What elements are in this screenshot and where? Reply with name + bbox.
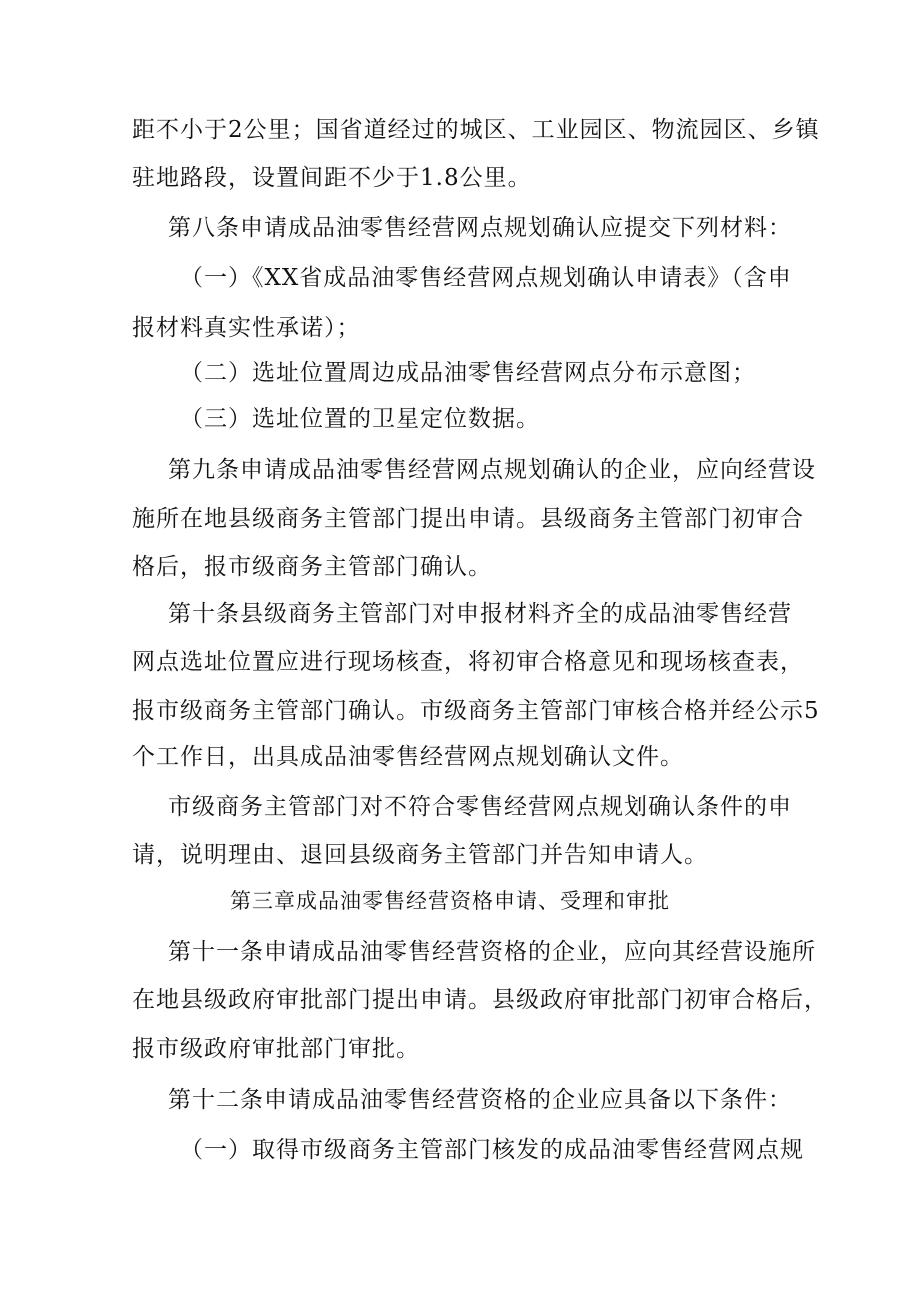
- text-line: 在地县级政府审批部门提出申请。县级政府审批部门初审合格后，: [132, 987, 828, 1013]
- text-line: 报市级商务主管部门确认。市级商务主管部门审核合格并经公示5: [132, 698, 820, 724]
- list-item-line: （一）取得市级商务主管部门核发的成品油零售经营网点规: [180, 1137, 804, 1163]
- list-item-line: （一）《XX省成品油零售经营网点规划确认申请表》（含申: [180, 265, 792, 291]
- text-line: 报材料真实性承诺）；: [132, 315, 361, 341]
- text-line: 距不小于2公里；国省道经过的城区、工业园区、物流园区、乡镇: [132, 117, 820, 143]
- text-line: 网点选址位置应进行现场核查，将初审合格意见和现场核查表，: [132, 649, 804, 675]
- text-line: 请，说明理由、退回县级商务主管部门并告知申请人。: [132, 842, 708, 868]
- text-line: 施所在地县级商务主管部门提出申请。县级商务主管部门初审合: [132, 506, 804, 532]
- article-12-line: 第十二条申请成品油零售经营资格的企业应具备以下条件：: [168, 1087, 792, 1113]
- text-line: 格后，报市级商务主管部门确认。: [132, 554, 492, 580]
- paragraph-line: 市级商务主管部门对不符合零售经营网点规划确认条件的申: [168, 794, 792, 820]
- text-line: 驻地路段，设置间距不少于1.8公里。: [132, 165, 532, 191]
- list-item-line: （二）选址位置周边成品油零售经营网点分布示意图；: [180, 360, 756, 386]
- article-8-line: 第八条申请成品油零售经营网点规划确认应提交下列材料：: [168, 215, 792, 241]
- article-10-line: 第十条县级商务主管部门对申报材料齐全的成品油零售经营: [168, 601, 792, 627]
- article-9-line: 第九条申请成品油零售经营网点规划确认的企业，应向经营设: [168, 457, 816, 483]
- text-line: 报市级政府审批部门审批。: [132, 1036, 420, 1062]
- chapter-heading: 第三章成品油零售经营资格申请、受理和审批: [230, 889, 670, 913]
- text-line: 个工作日，出具成品油零售经营网点规划确认文件。: [132, 744, 684, 770]
- article-11-line: 第十一条申请成品油零售经营资格的企业，应向其经营设施所: [168, 939, 816, 965]
- list-item-line: （三）选址位置的卫星定位数据。: [180, 406, 540, 432]
